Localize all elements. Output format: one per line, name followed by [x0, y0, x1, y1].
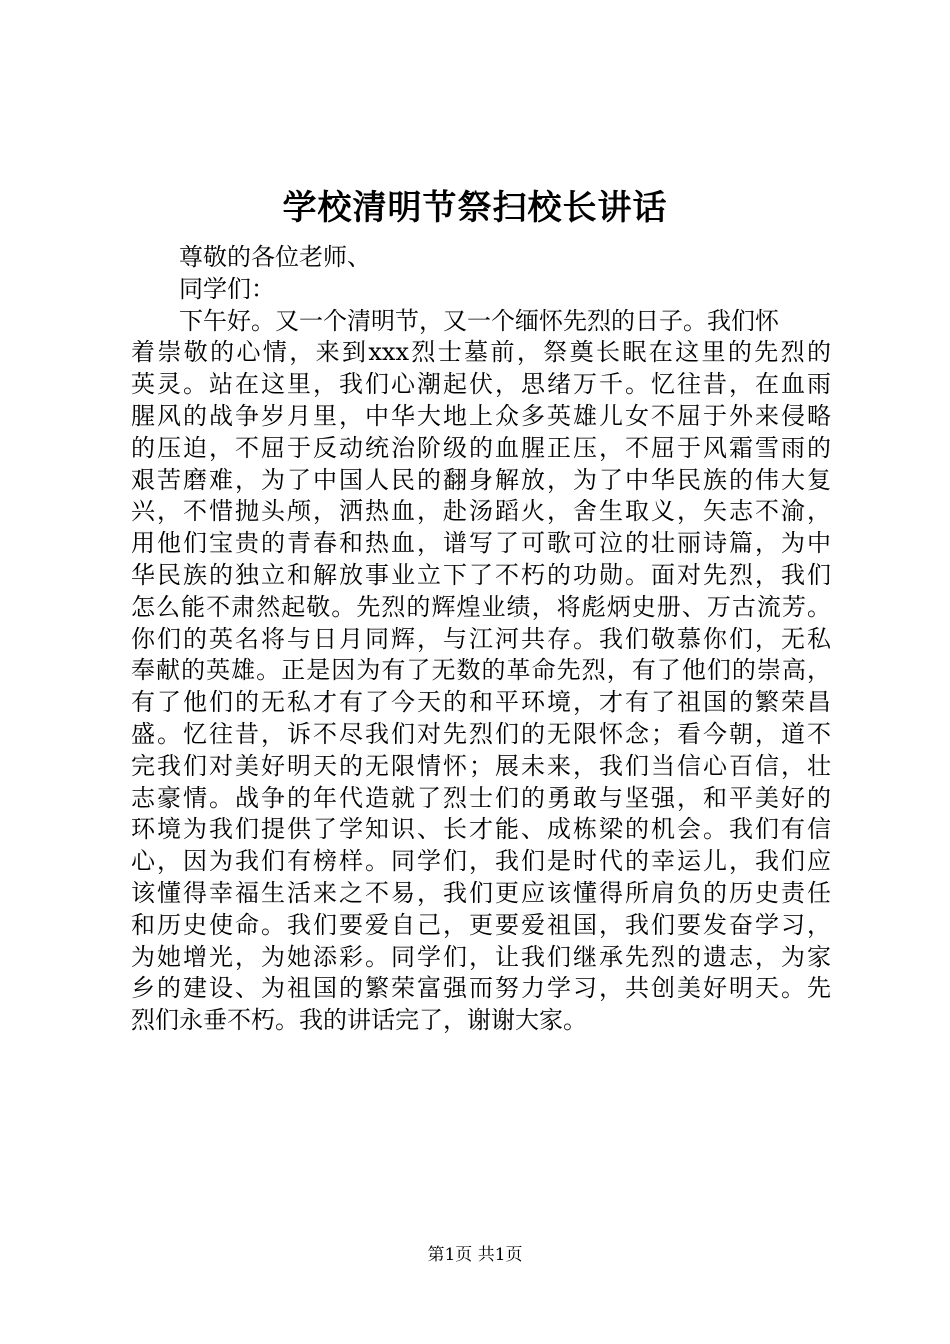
paragraph-line: 心，因为我们有榜样。同学们，我们是时代的幸运儿，我们应: [131, 847, 831, 876]
paragraph-line: 的压迫，不屈于反动统治阶级的血腥正压，不屈于风霜雪雨的: [131, 433, 831, 462]
speech-body: [131, 242, 831, 1037]
page-number-footer: 第1页 共1页: [427, 1245, 523, 1265]
paragraph-line: 有了他们的无私才有了今天的和平环境，才有了祖国的繁荣昌: [131, 688, 831, 717]
paragraph-line: 志豪情。战争的年代造就了烈士们的勇敢与坚强，和平美好的: [131, 783, 831, 812]
paragraph-line: 乡的建设、为祖国的繁荣富强而努力学习，共创美好明天。先: [131, 974, 831, 1003]
paragraph-line: 烈们永垂不朽。我的讲话完了，谢谢大家。: [131, 1006, 587, 1035]
paragraph-line: 怎么能不肃然起敬。先烈的辉煌业绩，将彪炳史册、万古流芳。: [131, 592, 831, 621]
paragraph-line: 英灵。站在这里，我们心潮起伏，思绪万千。忆往昔，在血雨: [131, 370, 831, 399]
paragraph-line: 为她增光，为她添彩。同学们，让我们继承先烈的遗志，为家: [131, 942, 831, 971]
paragraph-line: 盛。忆往昔，诉不尽我们对先烈们的无限怀念；看今朝，道不: [131, 719, 831, 748]
paragraph-line: 腥风的战争岁月里，中华大地上众多英雄儿女不屈于外来侵略: [131, 401, 831, 430]
paragraph-line: 华民族的独立和解放事业立下了不朽的功勋。面对先烈，我们: [131, 560, 831, 589]
document-title: 学校清明节祭扫校长讲话: [282, 188, 668, 228]
paragraph-line: 和历史使命。我们要爱自己，更要爱祖国，我们要发奋学习，: [131, 910, 831, 939]
paragraph-line: 用他们宝贵的青春和热血，谱写了可歌可泣的壮丽诗篇，为中: [131, 529, 831, 558]
paragraph-line: 奉献的英雄。正是因为有了无数的革命先烈，有了他们的崇高，: [131, 656, 831, 685]
paragraph-line: 着崇敬的心情，来到xxx烈士墓前，祭奠长眠在这里的先烈的: [131, 338, 831, 367]
paragraph-line: 下午好。又一个清明节，又一个缅怀先烈的日子。我们怀: [179, 306, 779, 335]
paragraph-line: 该懂得幸福生活来之不易，我们更应该懂得所肩负的历史责任: [131, 878, 831, 907]
paragraph-line: 艰苦磨难，为了中国人民的翻身解放，为了中华民族的伟大复: [131, 465, 831, 494]
paragraph-line: 你们的英名将与日月同辉，与江河共存。我们敬慕你们，无私: [131, 624, 831, 653]
paragraph-line: 完我们对美好明天的无限情怀；展未来，我们当信心百信，壮: [131, 751, 831, 780]
paragraph-line: 环境为我们提供了学知识、长才能、成栋梁的机会。我们有信: [131, 815, 831, 844]
paragraph-line: 兴，不惜抛头颅，洒热血，赴汤蹈火，舍生取义，矢志不渝，: [131, 497, 831, 526]
salutation-line: 同学们：: [179, 274, 275, 303]
salutation-line: 尊敬的各位老师、: [179, 243, 371, 271]
